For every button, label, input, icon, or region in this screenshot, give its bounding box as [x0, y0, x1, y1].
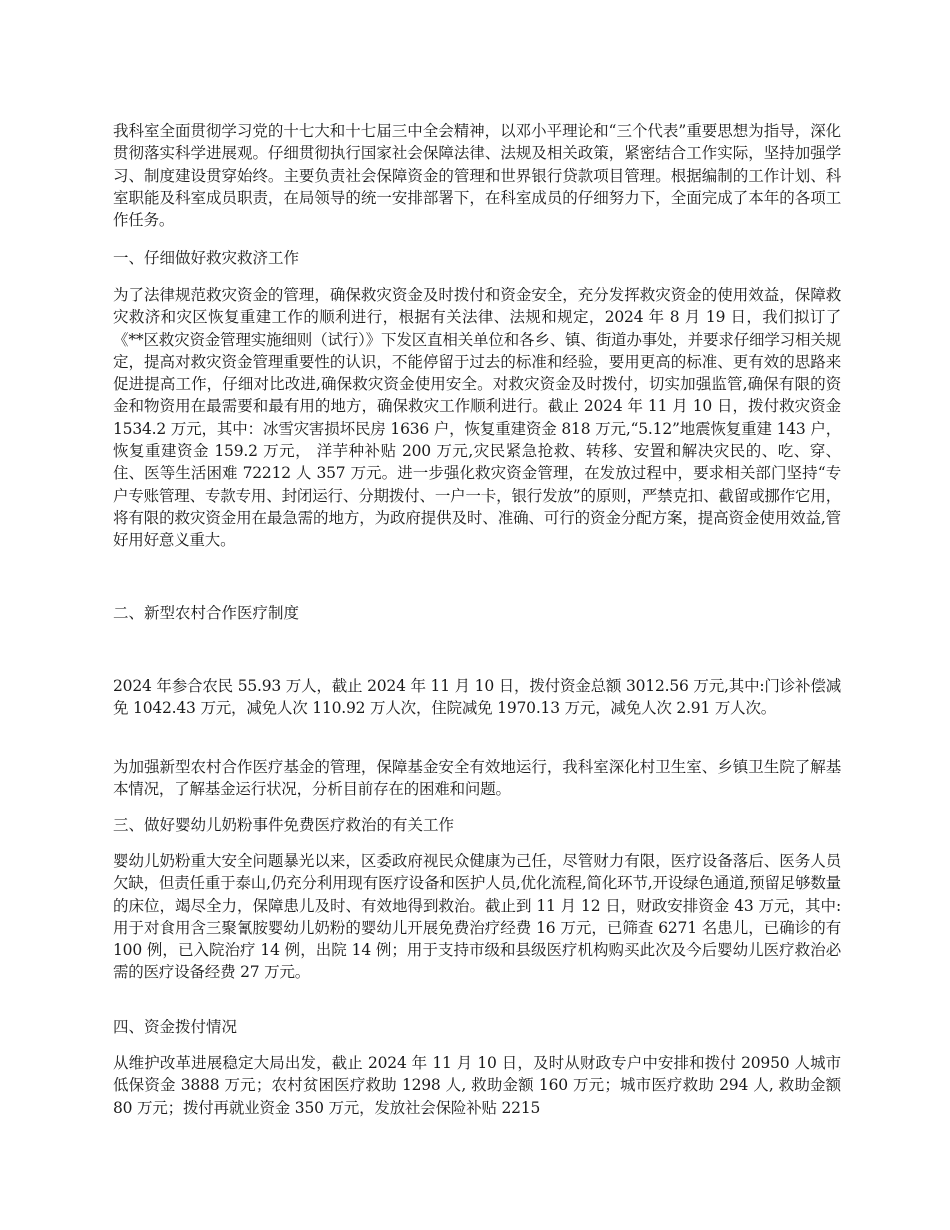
section-heading-infant-formula: 三、做好婴幼儿奶粉事件免费医疗救治的有关工作 [113, 816, 455, 834]
intro-paragraph: 我科室全面贯彻学习党的十七大和十七届三中全会精神，以邓小平理论和“三个代表”重要思想为指导，深化贯彻落实科学进展观。仔细贯彻执行国家社会保障法律、法规及相关政策，紧密结合工作实际，坚持加强学习、制度建设贯穿始终。主要负责社会保障资金的管理和世界银行贷款项目管理。根据编制的工作计划、科室职能及科室成员职责，在局领导的统一安排部署下，在科室成员的仔细努力下，全面完成了本年的各项工作任务。 [113, 122, 841, 230]
section-body-disaster-relief: 为了法律规范救灾资金的管理，确保救灾资金及时拨付和资金安全，充分发挥救灾资金的使用效益，保障救灾救济和灾区恢复重建工作的顺利进行，根据有关法律、法规和规定，2024 年 8 月 19 日，我们拟订了《**区救灾资金管理实施细则（试行）》下发区直相关单位和各乡、镇、街道办事处，并要求仔细学习相关规定，提高对救灾资金管理重要性的认识，不能停留于过去的标准和经验，要用更高的标准、更有效的思路来促进提高工作，仔细对比改进,确保救灾资金使用安全。对救灾资金及时拨付，切实加强监管,确保有限的资金和物资用在最需要和最有用的地方，确保救灾工作顺利进行。截止 2024 年 11 月 10 日，拨付救灾资金 1534.2 万元，其中：冰雪灾害损坏民房 1636 户，恢复重建资金 818 万元,“5.12”地震恢复重建 143 户，恢复重建资金 159.2 万元， 洋芋种补贴 200 万元,灾民紧急抢救、转移、安置和解决灾民的、吃、穿、住、医等生活困难 72212 人 357 万元。进一步强化救灾资金管理，在发放过程中，要求相关部门坚持“专户专账管理、专款专用、封闭运行、分期拨付、一户一卡，银行发放”的原则，严禁克扣、截留或挪作它用，将有限的救灾资金用在最急需的地方，为政府提供及时、准确、可行的资金分配方案，提高资金使用效益,管好用好意义重大。 [113, 286, 841, 550]
section-body-rural-medical-management: 为加强新型农村合作医疗基金的管理，保障基金安全有效地运行，我科室深化村卫生室、乡镇卫生院了解基本情况，了解基金运行状况，分析目前存在的困难和问题。 [113, 758, 841, 799]
section-body-fund-allocation: 从维护改革进展稳定大局出发，截止 2024 年 11 月 10 日，及时从财政专户中安排和拨付 20950 人城市低保资金 3888 万元；农村贫困医疗救助 1298 人, 救助金额 160 万元；城市医疗救助 294 人, 救助金额 80 万元；拨付再就业资金 350 万元，发放社会保险补贴 2215 [113, 1054, 841, 1117]
section-heading-fund-allocation: 四、资金拨付情况 [113, 1018, 238, 1036]
section-heading-rural-medical: 二、新型农村合作医疗制度 [113, 604, 300, 622]
section-heading-disaster-relief: 一、仔细做好救灾救济工作 [113, 249, 300, 267]
section-body-rural-medical-stats: 2024 年参合农民 55.93 万人，截止 2024 年 11 月 10 日，拨付资金总额 3012.56 万元,其中:门诊补偿减免 1042.43 万元，减免人次 110.92 万人次，住院减免 1970.13 万元，减免人次 2.91 万人次。 [113, 677, 841, 718]
section-body-infant-formula: 婴幼儿奶粉重大安全问题暴光以来，区委政府视民众健康为己任，尽管财力有限，医疗设备落后、医务人员欠缺，但责任重于泰山,仍充分利用现有医疗设备和医护人员,优化流程,简化环节,开设绿色通道,预留足够数量的床位，竭尽全力，保障患儿及时、有效地得到救治。截止到 11 月 12 日，财政安排资金 43 万元，其中:用于对食用含三聚氰胺婴幼儿奶粉的婴幼儿开展免费治疗经费 16 万元，已筛查 6271 名患儿，已确诊的有 100 例，已入院治疗 14 例，出院 14 例；用于支持市级和县级医疗机构购买此次及今后婴幼儿医疗救治必需的医疗设备经费 27 万元。 [113, 852, 841, 982]
